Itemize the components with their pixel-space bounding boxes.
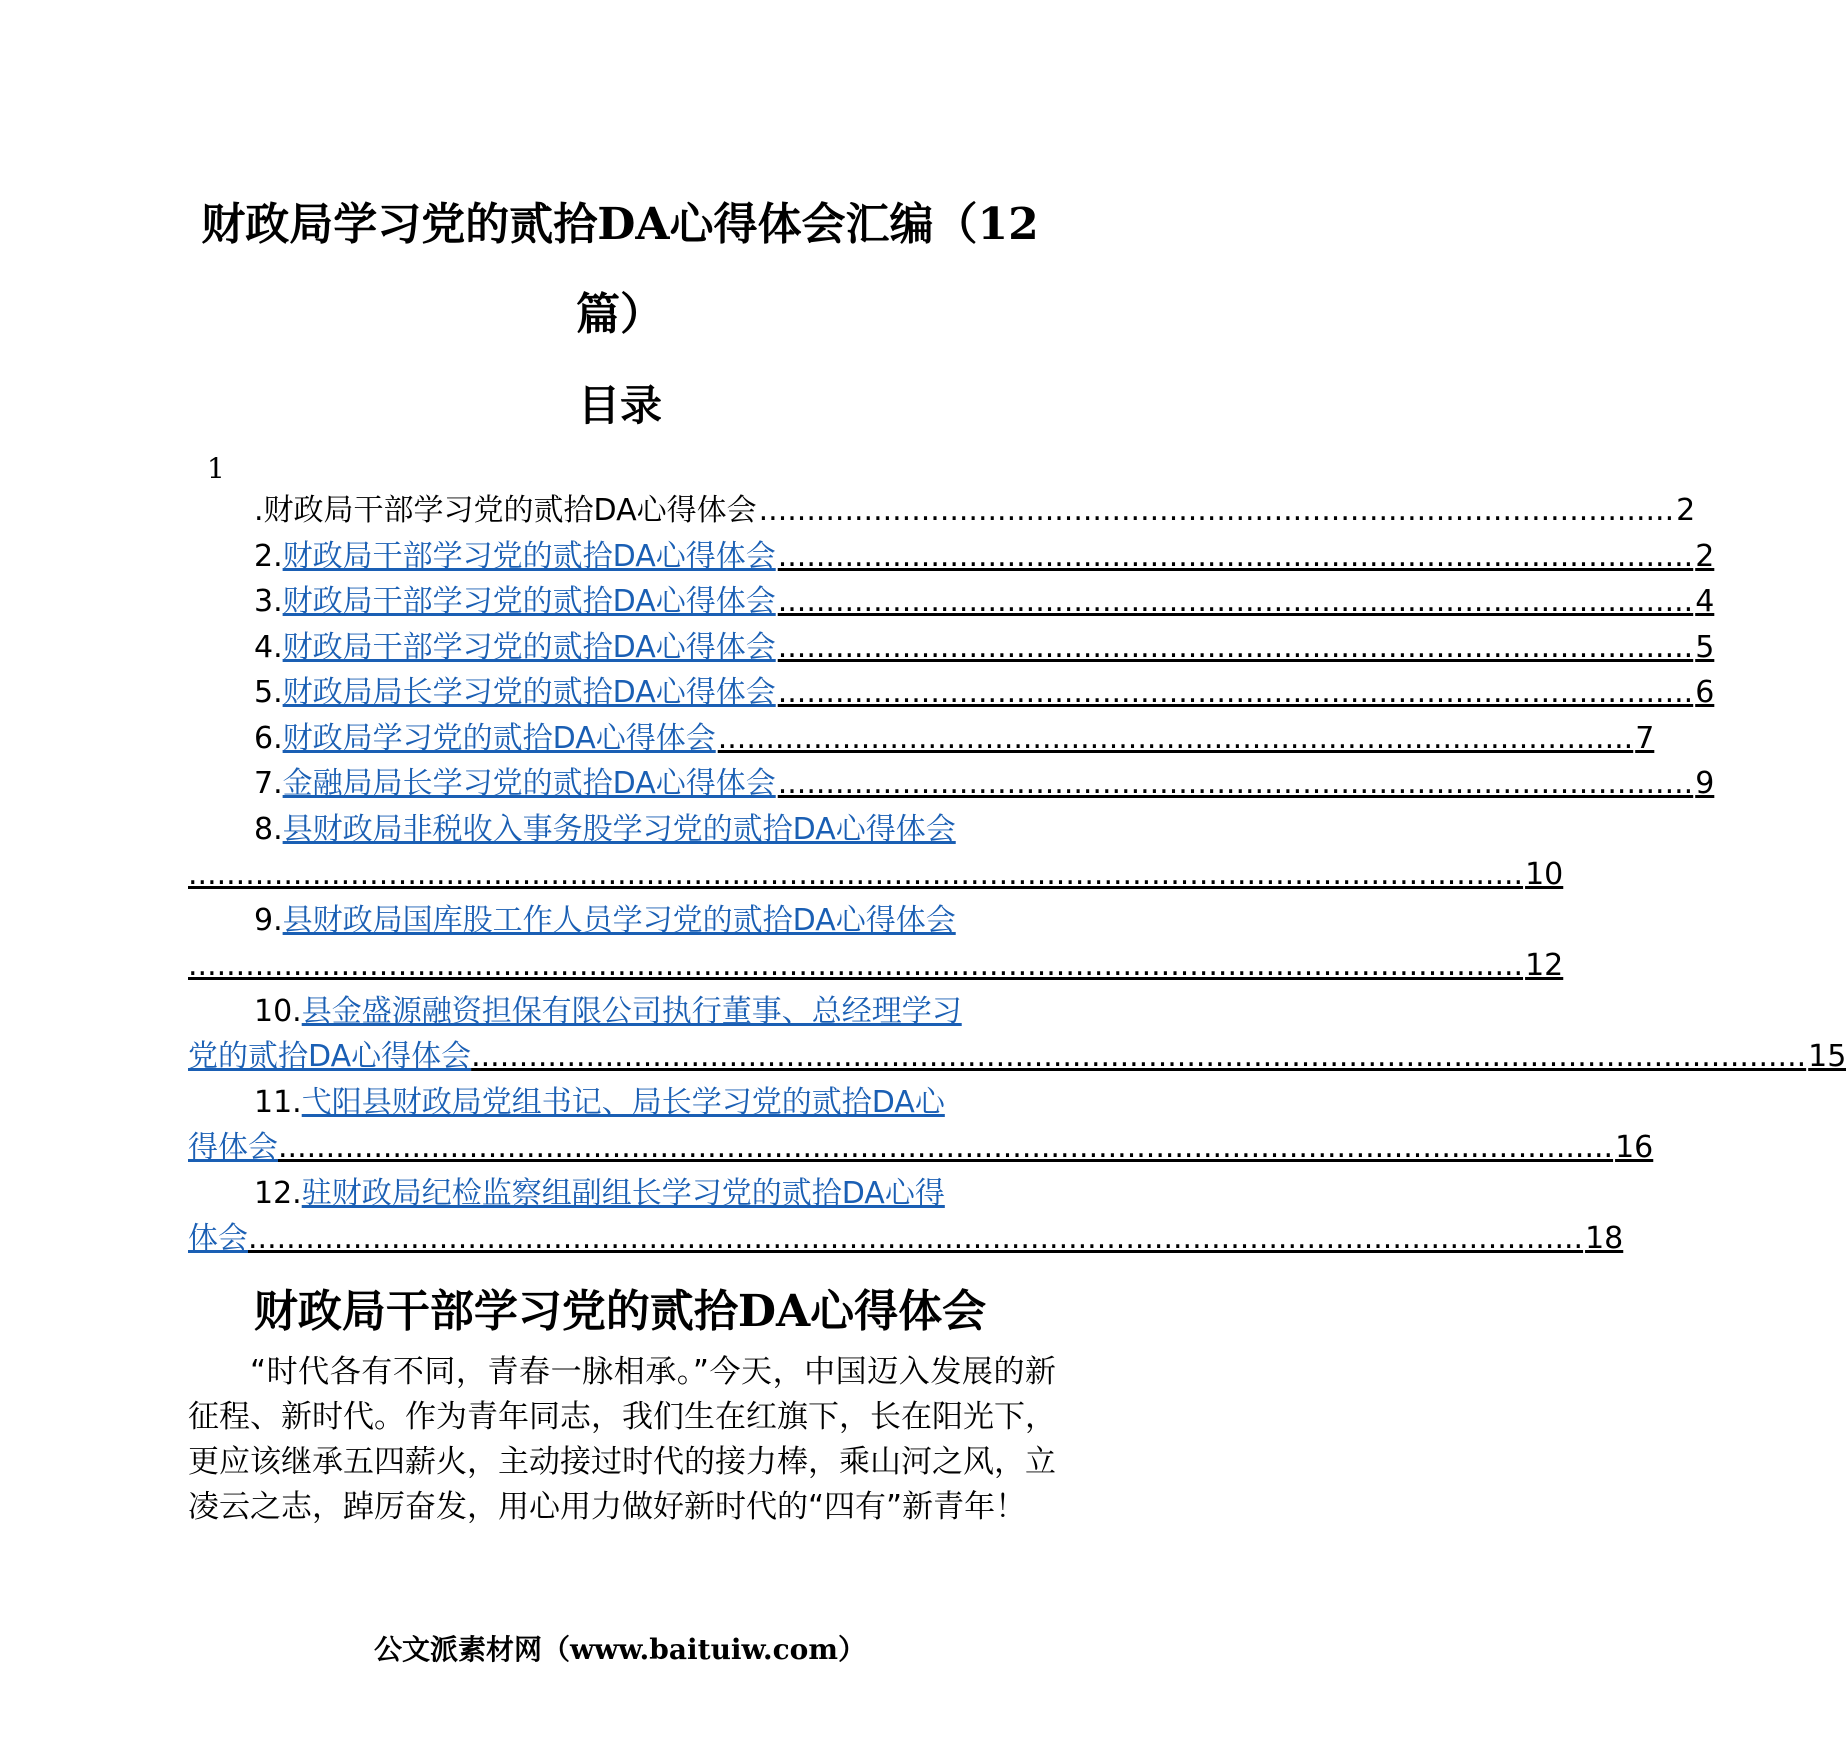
toc-entry-11-continuation[interactable] <box>188 1125 1654 1171</box>
toc-entry-10[interactable] <box>188 989 1056 1035</box>
toc-entry-11[interactable] <box>188 1080 1056 1126</box>
toc-entry-link[interactable]: 财政局局长学习党的贰拾DA心得体会 <box>282 675 776 710</box>
toc-leader-dots: ............................................................................................................................................ <box>248 1221 1584 1256</box>
toc-leader-dots: ............................................................................................................................................ <box>278 1130 1614 1165</box>
toc-leader-dots: ................................................................................................ <box>777 766 1694 801</box>
toc-entry-number: 12. <box>254 1175 302 1211</box>
toc-entry-10-continuation[interactable] <box>188 1034 1846 1080</box>
toc-page-number: 15 <box>1808 1039 1846 1074</box>
toc-lone-number: 1 <box>207 452 225 485</box>
toc-entry-2[interactable] <box>188 534 1715 580</box>
toc-entry-number: 3. <box>254 584 283 619</box>
toc-page-number: 2 <box>1695 538 1715 574</box>
toc-page-number: 2 <box>1676 493 1696 528</box>
toc-entry-number: 10. <box>254 993 302 1029</box>
toc-entry-number: 6. <box>254 720 283 756</box>
toc-page-number: 5 <box>1695 629 1715 665</box>
toc-entry-9[interactable] <box>188 898 1056 944</box>
toc-entry-3[interactable] <box>188 579 1715 625</box>
toc-page-number: 6 <box>1695 675 1715 710</box>
toc-entry-link[interactable]: 弋阳县财政局党组书记、局长学习党的贰拾DA心 <box>301 1084 945 1120</box>
toc-page-number: 9 <box>1695 766 1715 801</box>
toc-leader-dots: ............................................................................................................................................ <box>188 948 1524 983</box>
toc-entry-1[interactable] <box>188 488 1696 534</box>
toc-entry-link-continued[interactable]: 得体会 <box>188 1130 278 1165</box>
toc-entry-4[interactable] <box>188 625 1715 671</box>
toc-entry-number: 2. <box>254 538 283 574</box>
toc-leader-dots: ................................................................................................ <box>758 493 1675 528</box>
toc-page-number: 16 <box>1615 1130 1654 1165</box>
toc-entry-5[interactable] <box>188 670 1715 716</box>
toc-entry-9-continuation <box>188 943 1564 989</box>
toc-leader-dots: ............................................................................................................................................ <box>188 857 1524 892</box>
body-paragraph: “时代各有不同，青春一脉相承。”今天，中国迈入发展的新征程、新时代。作为青年同志，我们生在红旗下，长在阳光下，更应该继承五四薪火，主动接过时代的接力棒，乘山河之风，立凌云之志，踔厉奋发，用心用力做好新时代的“四有”新青年！ <box>188 1354 1056 1525</box>
toc-page-number: 18 <box>1585 1221 1624 1256</box>
toc-entry-link[interactable]: 财政局干部学习党的贰拾DA心得体会 <box>282 629 776 665</box>
toc-page-number: 12 <box>1525 948 1564 983</box>
toc-entry-title: .财政局干部学习党的贰拾DA心得体会 <box>254 493 757 528</box>
toc-leader-dots: ................................................................................................ <box>777 584 1694 619</box>
document-title-line1: 财政局学习党的贰拾DA心得体会汇编（12 <box>201 199 1039 250</box>
table-of-contents <box>188 488 1846 1262</box>
toc-entry-link[interactable]: 县财政局国库股工作人员学习党的贰拾DA心得体会 <box>282 902 956 938</box>
toc-entry-number: 11. <box>254 1084 302 1120</box>
toc-leader-dots: ................................................................................................ <box>777 675 1694 710</box>
toc-entry-number: 4. <box>254 629 283 665</box>
toc-entry-number: 7. <box>254 766 283 801</box>
toc-entry-link[interactable]: 财政局干部学习党的贰拾DA心得体会 <box>282 584 776 619</box>
toc-leader-dots: ................................................................................................ <box>777 629 1694 665</box>
toc-entry-link[interactable]: 县金盛源融资担保有限公司执行董事、总经理学习 <box>301 993 962 1029</box>
toc-heading: 目录 <box>577 381 662 430</box>
toc-entry-number: 8. <box>254 811 283 847</box>
toc-leader-dots: ................................................................................................ <box>717 720 1634 756</box>
toc-entry-8[interactable] <box>188 807 1056 853</box>
toc-entry-8-continuation <box>188 852 1564 898</box>
toc-page-number: 7 <box>1635 720 1655 756</box>
document-title-line2: 篇） <box>576 289 664 340</box>
footer-watermark: 公文派素材网（www.baituiw.com） <box>374 1633 866 1666</box>
toc-entry-12[interactable] <box>188 1171 1056 1217</box>
toc-leader-dots: ............................................................................................................................................ <box>471 1039 1807 1074</box>
toc-leader-dots: ................................................................................................ <box>777 538 1694 574</box>
toc-entry-number: 9. <box>254 902 283 938</box>
section-title: 财政局干部学习党的贰拾DA心得体会 <box>253 1286 987 1337</box>
toc-entry-7[interactable] <box>188 761 1715 807</box>
toc-entry-link-continued[interactable]: 体会 <box>188 1221 248 1256</box>
toc-entry-link[interactable]: 驻财政局纪检监察组副组长学习党的贰拾DA心得 <box>301 1175 945 1211</box>
toc-entry-6[interactable] <box>188 716 1655 762</box>
toc-entry-link[interactable]: 金融局局长学习党的贰拾DA心得体会 <box>282 766 776 801</box>
toc-page-number: 4 <box>1695 584 1715 619</box>
toc-entry-link-continued[interactable]: 党的贰拾DA心得体会 <box>188 1039 472 1074</box>
toc-entry-link[interactable]: 财政局干部学习党的贰拾DA心得体会 <box>282 538 776 574</box>
toc-entry-link[interactable]: 财政局学习党的贰拾DA心得体会 <box>282 720 716 756</box>
toc-entry-link[interactable]: 县财政局非税收入事务股学习党的贰拾DA心得体会 <box>282 811 956 847</box>
toc-page-number: 10 <box>1525 857 1564 892</box>
toc-entry-number: 5. <box>254 675 283 710</box>
toc-entry-12-continuation[interactable] <box>188 1216 1624 1262</box>
